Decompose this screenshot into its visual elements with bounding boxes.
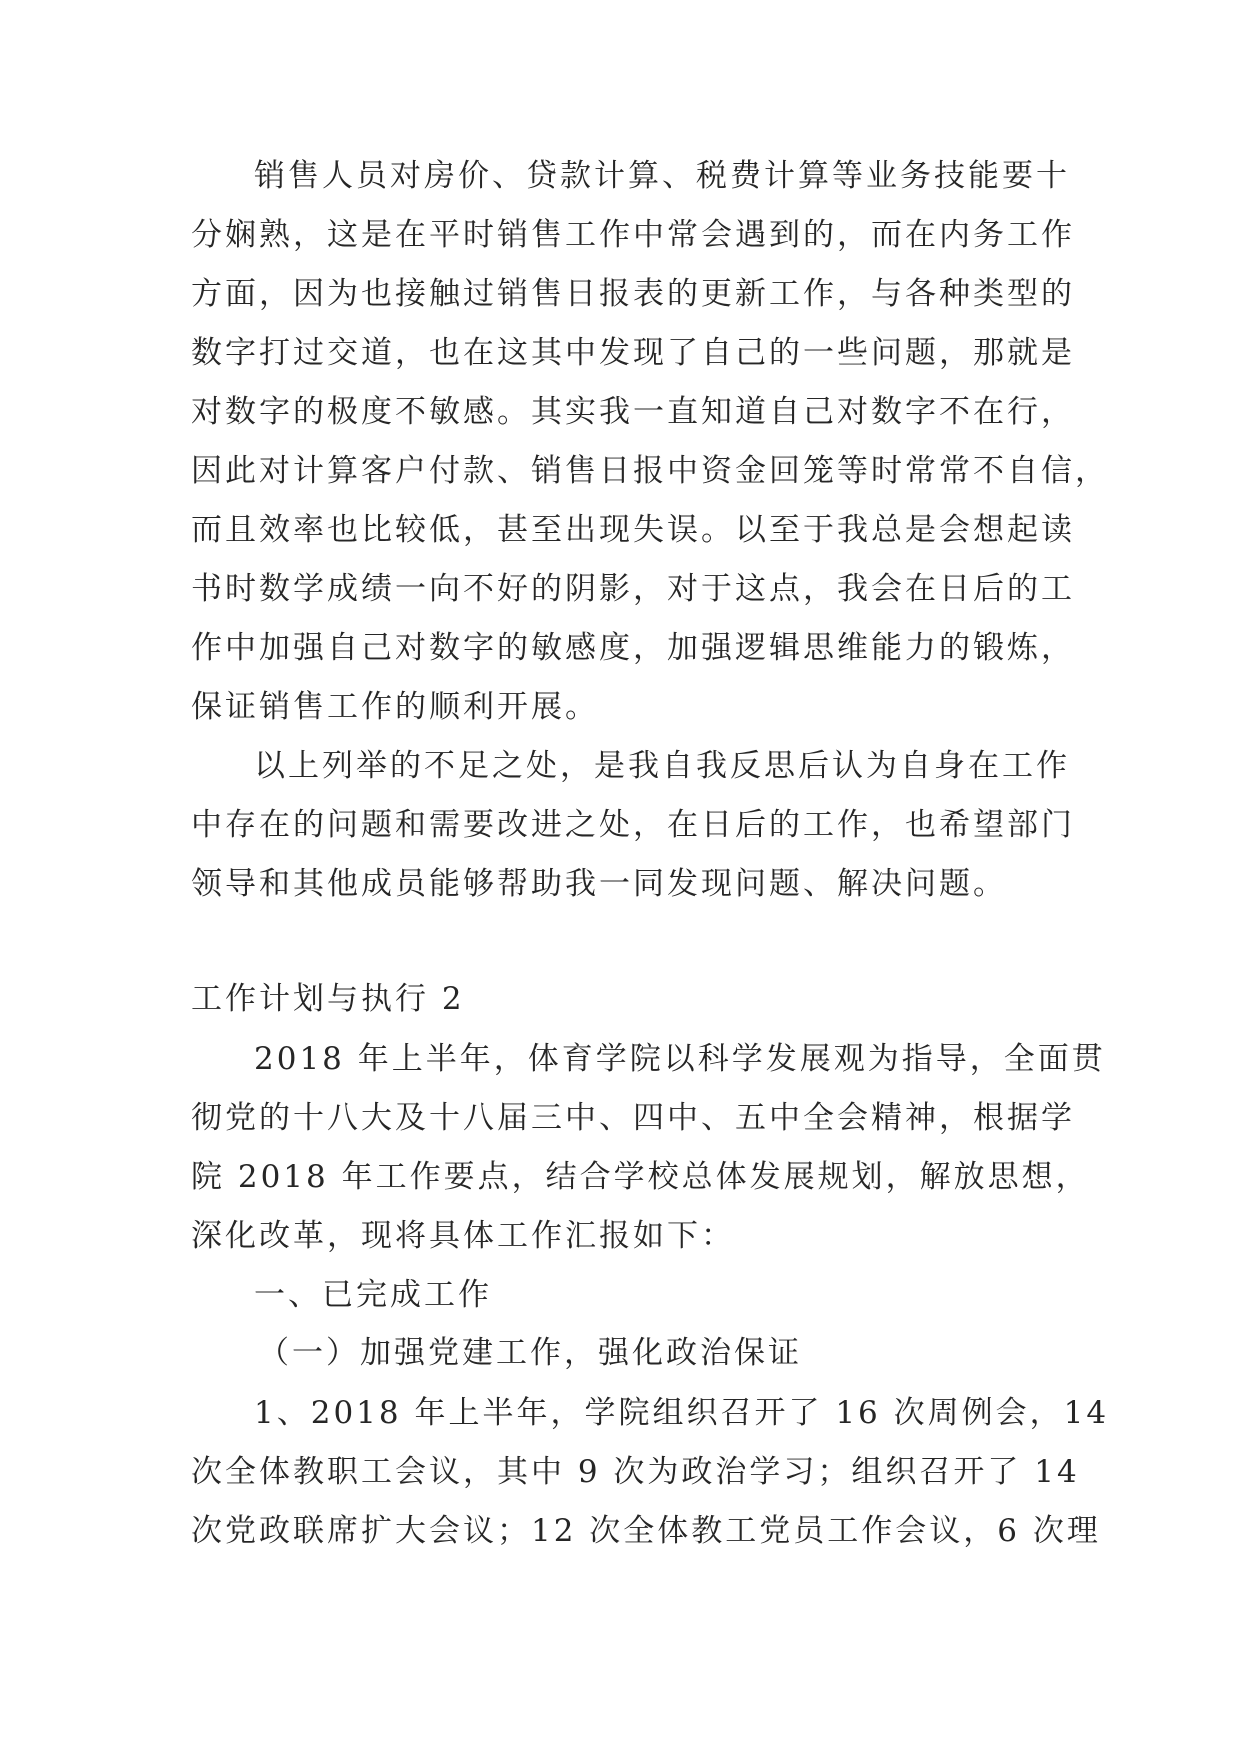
paragraph-sales-skills: [191, 147, 1109, 737]
heading-completed-work: 一、已完成工作: [254, 1277, 492, 1313]
text-line: 1、2018 年上半年，学院组织召开了 16 次周例会，14: [254, 1395, 1110, 1431]
text-line: 销售人员对房价、贷款计算、税费计算等业务技能要十: [254, 158, 1070, 194]
text-line: 领导和其他成员能够帮助我一同发现问题、解决问题。: [191, 866, 1007, 902]
text-line: 院 2018 年工作要点，结合学校总体发展规划，解放思想，: [191, 1159, 1090, 1195]
text-line: 次全体教职工会议，其中 9 次为政治学习；组织召开了 14: [191, 1454, 1080, 1490]
heading-party-building-block: [191, 1324, 1051, 1383]
text-line: 深化改革，现将具体工作汇报如下：: [191, 1218, 735, 1254]
heading-completed-work-block: [191, 1266, 1051, 1325]
text-line: 分娴熟，这是在平时销售工作中常会遇到的，而在内务工作: [191, 217, 1075, 253]
text-line: 因此对计算客户付款、销售日报中资金回笼等时常常不自信，: [191, 453, 1109, 489]
text-line: 2018 年上半年，体育学院以科学发展观为指导，全面贯: [254, 1041, 1106, 1077]
section-title-block: [191, 970, 1051, 1029]
text-line: 保证销售工作的顺利开展。: [191, 689, 599, 725]
heading-party-building: （一）加强党建工作，强化政治保证: [258, 1335, 802, 1371]
text-line: 次党政联席扩大会议；12 次全体教工党员工作会议，6 次理: [191, 1513, 1101, 1549]
text-line: 书时数学成绩一向不好的阴影，对于这点，我会在日后的工: [191, 571, 1075, 607]
text-line: 中存在的问题和需要改进之处，在日后的工作，也希望部门: [191, 807, 1075, 843]
text-line: 而且效率也比较低，甚至出现失误。以至于我总是会想起读: [191, 512, 1075, 548]
text-line: 方面，因为也接触过销售日报表的更新工作，与各种类型的: [191, 276, 1075, 312]
text-line: 彻党的十八大及十八届三中、四中、五中全会精神，根据学: [191, 1100, 1075, 1136]
text-line: 数字打过交道，也在这其中发现了自己的一些问题，那就是: [191, 335, 1075, 371]
paragraph-shortcomings: [191, 737, 1075, 914]
text-line: 以上列举的不足之处，是我自我反思后认为自身在工作: [254, 748, 1070, 784]
text-line: 对数字的极度不敏感。其实我一直知道自己对数字不在行，: [191, 394, 1075, 430]
text-line: 作中加强自己对数字的敏感度，加强逻辑思维能力的锻炼，: [191, 630, 1075, 666]
paragraph-overview: [191, 1030, 1106, 1266]
paragraph-meetings: [191, 1384, 1110, 1561]
section-title: 工作计划与执行 2: [191, 981, 465, 1017]
